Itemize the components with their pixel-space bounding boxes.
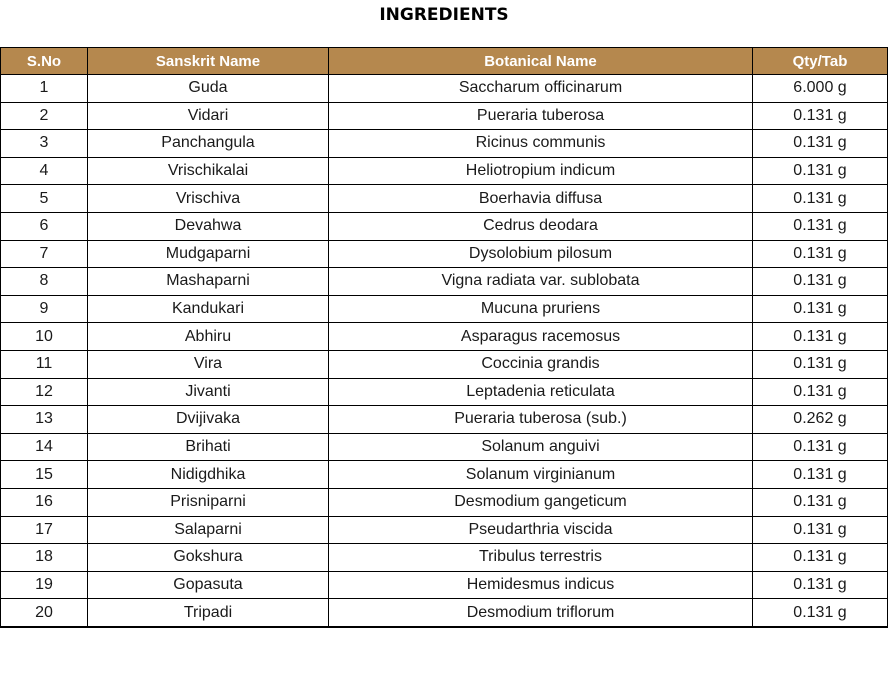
cell-botanical-name: Solanum virginianum xyxy=(329,461,753,489)
cell-botanical-name: Heliotropium indicum xyxy=(329,157,753,185)
cell-sanskrit-name: Guda xyxy=(88,75,329,103)
cell-sno: 19 xyxy=(1,571,88,599)
cell-sno: 1 xyxy=(1,75,88,103)
cell-botanical-name: Saccharum officinarum xyxy=(329,75,753,103)
cell-sanskrit-name: Brihati xyxy=(88,433,329,461)
table-row xyxy=(1,75,888,103)
table-row xyxy=(1,350,888,378)
cell-qty: 0.131 g xyxy=(753,157,888,185)
cell-sanskrit-name: Vrischiva xyxy=(88,185,329,213)
table-row xyxy=(1,185,888,213)
cell-sanskrit-name: Mashaparni xyxy=(88,268,329,296)
cell-qty: 0.131 g xyxy=(753,295,888,323)
table-row xyxy=(1,323,888,351)
ingredients-table xyxy=(0,47,888,628)
cell-qty: 0.131 g xyxy=(753,323,888,351)
cell-sanskrit-name: Mudgaparni xyxy=(88,240,329,268)
cell-sanskrit-name: Salaparni xyxy=(88,516,329,544)
table-row xyxy=(1,571,888,599)
cell-qty: 0.131 g xyxy=(753,350,888,378)
cell-sno: 7 xyxy=(1,240,88,268)
cell-botanical-name: Pueraria tuberosa xyxy=(329,102,753,130)
cell-botanical-name: Ricinus communis xyxy=(329,130,753,158)
cell-sno: 20 xyxy=(1,599,88,627)
table-row xyxy=(1,157,888,185)
cell-sno: 5 xyxy=(1,185,88,213)
header-sno: S.No xyxy=(1,48,88,75)
cell-sanskrit-name: Vrischikalai xyxy=(88,157,329,185)
header-botanical-name: Botanical Name xyxy=(329,48,753,75)
cell-qty: 0.131 g xyxy=(753,488,888,516)
cell-qty: 0.131 g xyxy=(753,378,888,406)
cell-sno: 8 xyxy=(1,268,88,296)
cell-qty: 0.131 g xyxy=(753,185,888,213)
cell-sanskrit-name: Prisniparni xyxy=(88,488,329,516)
table-row xyxy=(1,295,888,323)
cell-qty: 0.131 g xyxy=(753,240,888,268)
header-qty-per-tab: Qty/Tab xyxy=(753,48,888,75)
cell-sno: 11 xyxy=(1,350,88,378)
cell-botanical-name: Leptadenia reticulata xyxy=(329,378,753,406)
cell-sno: 9 xyxy=(1,295,88,323)
table-row xyxy=(1,461,888,489)
table-row xyxy=(1,599,888,627)
cell-qty: 0.131 g xyxy=(753,130,888,158)
cell-sanskrit-name: Abhiru xyxy=(88,323,329,351)
cell-sanskrit-name: Dvijivaka xyxy=(88,406,329,434)
cell-botanical-name: Pueraria tuberosa (sub.) xyxy=(329,406,753,434)
cell-sanskrit-name: Vidari xyxy=(88,102,329,130)
cell-sno: 16 xyxy=(1,488,88,516)
cell-qty: 0.131 g xyxy=(753,571,888,599)
cell-botanical-name: Mucuna pruriens xyxy=(329,295,753,323)
cell-sno: 14 xyxy=(1,433,88,461)
table-body xyxy=(1,75,888,627)
cell-sno: 13 xyxy=(1,406,88,434)
table-row xyxy=(1,212,888,240)
cell-sanskrit-name: Nidigdhika xyxy=(88,461,329,489)
cell-sno: 6 xyxy=(1,212,88,240)
cell-botanical-name: Cedrus deodara xyxy=(329,212,753,240)
cell-sno: 3 xyxy=(1,130,88,158)
cell-qty: 0.131 g xyxy=(753,433,888,461)
cell-sno: 18 xyxy=(1,544,88,572)
cell-qty: 0.131 g xyxy=(753,544,888,572)
cell-sanskrit-name: Devahwa xyxy=(88,212,329,240)
cell-sno: 12 xyxy=(1,378,88,406)
cell-qty: 0.131 g xyxy=(753,461,888,489)
cell-botanical-name: Pseudarthria viscida xyxy=(329,516,753,544)
cell-qty: 0.131 g xyxy=(753,268,888,296)
table-row xyxy=(1,102,888,130)
cell-qty: 0.262 g xyxy=(753,406,888,434)
table-header-row xyxy=(1,48,888,75)
table-row xyxy=(1,240,888,268)
cell-botanical-name: Tribulus terrestris xyxy=(329,544,753,572)
table-row xyxy=(1,516,888,544)
cell-sno: 4 xyxy=(1,157,88,185)
cell-qty: 0.131 g xyxy=(753,102,888,130)
cell-sanskrit-name: Vira xyxy=(88,350,329,378)
table-row xyxy=(1,488,888,516)
cell-sanskrit-name: Gopasuta xyxy=(88,571,329,599)
cell-botanical-name: Boerhavia diffusa xyxy=(329,185,753,213)
cell-sno: 17 xyxy=(1,516,88,544)
cell-botanical-name: Vigna radiata var. sublobata xyxy=(329,268,753,296)
cell-botanical-name: Solanum anguivi xyxy=(329,433,753,461)
cell-botanical-name: Asparagus racemosus xyxy=(329,323,753,351)
cell-sno: 2 xyxy=(1,102,88,130)
table-row xyxy=(1,406,888,434)
page-title: INGREDIENTS xyxy=(379,5,509,25)
cell-sanskrit-name: Jivanti xyxy=(88,378,329,406)
table-row xyxy=(1,433,888,461)
table-row xyxy=(1,544,888,572)
cell-sanskrit-name: Gokshura xyxy=(88,544,329,572)
cell-sanskrit-name: Kandukari xyxy=(88,295,329,323)
cell-botanical-name: Desmodium gangeticum xyxy=(329,488,753,516)
cell-qty: 0.131 g xyxy=(753,212,888,240)
cell-qty: 0.131 g xyxy=(753,516,888,544)
cell-qty: 6.000 g xyxy=(753,75,888,103)
table-row xyxy=(1,378,888,406)
cell-sanskrit-name: Panchangula xyxy=(88,130,329,158)
cell-sno: 10 xyxy=(1,323,88,351)
cell-botanical-name: Desmodium triflorum xyxy=(329,599,753,627)
cell-botanical-name: Coccinia grandis xyxy=(329,350,753,378)
cell-botanical-name: Hemidesmus indicus xyxy=(329,571,753,599)
table-row xyxy=(1,130,888,158)
cell-sanskrit-name: Tripadi xyxy=(88,599,329,627)
cell-qty: 0.131 g xyxy=(753,599,888,627)
header-sanskrit-name: Sanskrit Name xyxy=(88,48,329,75)
cell-sno: 15 xyxy=(1,461,88,489)
cell-botanical-name: Dysolobium pilosum xyxy=(329,240,753,268)
table-row xyxy=(1,268,888,296)
